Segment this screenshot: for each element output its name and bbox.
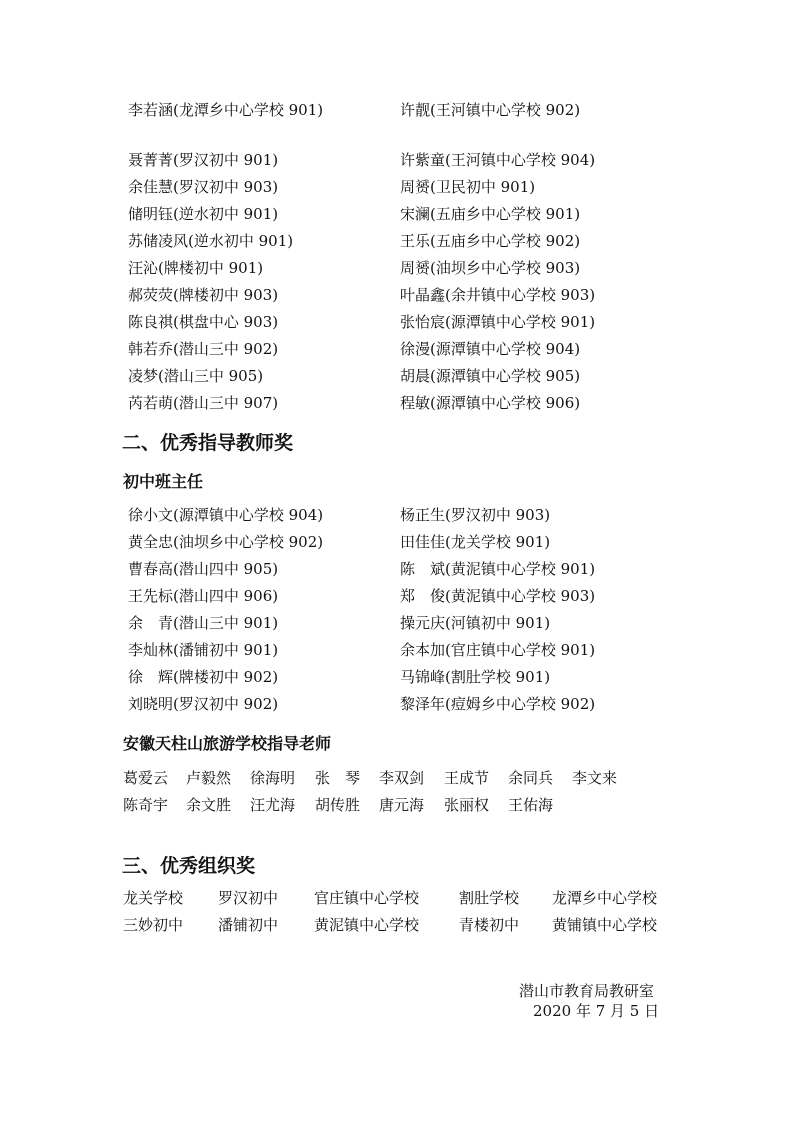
advisor-name: 张 琴 <box>315 769 361 787</box>
award-entry: 胡晨(源潭镇中心学校 905) <box>400 367 581 385</box>
award-entry: 储明钰(逆水初中 901) <box>128 205 279 223</box>
award-entry: 许靓(王河镇中心学校 902) <box>400 101 581 119</box>
award-entry: 宋澜(五庙乡中心学校 901) <box>400 205 581 223</box>
award-entry: 郝荧荧(牌楼初中 903) <box>128 286 279 304</box>
organization-name: 潘铺初中 <box>218 916 279 934</box>
award-entry: 徐漫(源潭镇中心学校 904) <box>400 340 581 358</box>
organization-name: 官庄镇中心学校 <box>314 889 420 907</box>
award-entry: 周赟(油坝乡中心学校 903) <box>400 259 581 277</box>
teacher-entry: 曹春高(潜山四中 905) <box>128 560 279 578</box>
subsection-title-homeroom: 初中班主任 <box>123 472 204 491</box>
organization-name: 龙关学校 <box>123 889 184 907</box>
award-entry: 李若涵(龙潭乡中心学校 901) <box>128 101 324 119</box>
teacher-entry: 马锦峰(割肚学校 901) <box>400 668 551 686</box>
award-entry: 王乐(五庙乡中心学校 902) <box>400 232 581 250</box>
advisor-name: 张丽权 <box>444 796 490 814</box>
award-entry: 叶晶鑫(余井镇中心学校 903) <box>400 286 596 304</box>
advisor-name: 王成节 <box>444 769 490 787</box>
award-entry: 凌梦(潜山三中 905) <box>128 367 264 385</box>
teacher-entry: 田佳佳(龙关学校 901) <box>400 533 551 551</box>
organization-name: 三妙初中 <box>123 916 184 934</box>
organization-name: 龙潭乡中心学校 <box>552 889 658 907</box>
award-entry: 芮若萌(潜山三中 907) <box>128 394 279 412</box>
organization-name: 青楼初中 <box>459 916 520 934</box>
organization-name: 黄泥镇中心学校 <box>314 916 420 934</box>
teacher-entry: 王先标(潜山四中 906) <box>128 587 279 605</box>
signature-date: 2020 年 7 月 5 日 <box>533 1002 660 1020</box>
award-entry: 余佳慧(罗汉初中 903) <box>128 178 279 196</box>
teacher-entry: 徐 辉(牌楼初中 902) <box>128 668 279 686</box>
award-entry: 陈良祺(棋盘中心 903) <box>128 313 279 331</box>
teacher-entry: 余本加(官庄镇中心学校 901) <box>400 641 596 659</box>
advisor-name: 唐元海 <box>379 796 425 814</box>
advisor-name: 徐海明 <box>250 769 296 787</box>
section-title-organization-award: 三、优秀组织奖 <box>122 855 256 877</box>
advisor-name: 王佑海 <box>508 796 554 814</box>
award-entry: 聂菁菁(罗汉初中 901) <box>128 151 279 169</box>
teacher-entry: 操元庆(河镇初中 901) <box>400 614 551 632</box>
teacher-entry: 郑 俊(黄泥镇中心学校 903) <box>400 587 596 605</box>
award-entry: 汪沁(牌楼初中 901) <box>128 259 264 277</box>
advisor-name: 卢毅然 <box>186 769 232 787</box>
teacher-entry: 余 青(潜山三中 901) <box>128 614 279 632</box>
award-entry: 程敏(源潭镇中心学校 906) <box>400 394 581 412</box>
teacher-entry: 李灿林(潘铺初中 901) <box>128 641 279 659</box>
advisor-name: 葛爱云 <box>123 769 169 787</box>
teacher-entry: 黎泽年(痘姆乡中心学校 902) <box>400 695 596 713</box>
award-entry: 苏储凌风(逆水初中 901) <box>128 232 294 250</box>
advisor-name: 汪尤海 <box>250 796 296 814</box>
organization-name: 割肚学校 <box>459 889 520 907</box>
award-entry: 韩若乔(潜山三中 902) <box>128 340 279 358</box>
section-title-teacher-award: 二、优秀指导教师奖 <box>122 432 294 454</box>
teacher-entry: 刘晓明(罗汉初中 902) <box>128 695 279 713</box>
teacher-entry: 黄全忠(油坝乡中心学校 902) <box>128 533 324 551</box>
advisor-name: 余文胜 <box>186 796 232 814</box>
teacher-entry: 徐小文(源潭镇中心学校 904) <box>128 506 324 524</box>
award-entry: 周赟(卫民初中 901) <box>400 178 536 196</box>
teacher-entry: 陈 斌(黄泥镇中心学校 901) <box>400 560 596 578</box>
advisor-name: 陈奇宇 <box>123 796 169 814</box>
advisor-name: 余同兵 <box>508 769 554 787</box>
organization-name: 罗汉初中 <box>218 889 279 907</box>
subsection-title-tourism-school: 安徽天柱山旅游学校指导老师 <box>123 734 332 753</box>
award-entry: 张怡宸(源潭镇中心学校 901) <box>400 313 596 331</box>
advisor-name: 李双剑 <box>379 769 425 787</box>
advisor-name: 胡传胜 <box>315 796 361 814</box>
signature-organization: 潜山市教育局教研室 <box>519 982 655 1000</box>
organization-name: 黄铺镇中心学校 <box>552 916 658 934</box>
advisor-name: 李文来 <box>572 769 618 787</box>
teacher-entry: 杨正生(罗汉初中 903) <box>400 506 551 524</box>
award-entry: 许紫童(王河镇中心学校 904) <box>400 151 596 169</box>
